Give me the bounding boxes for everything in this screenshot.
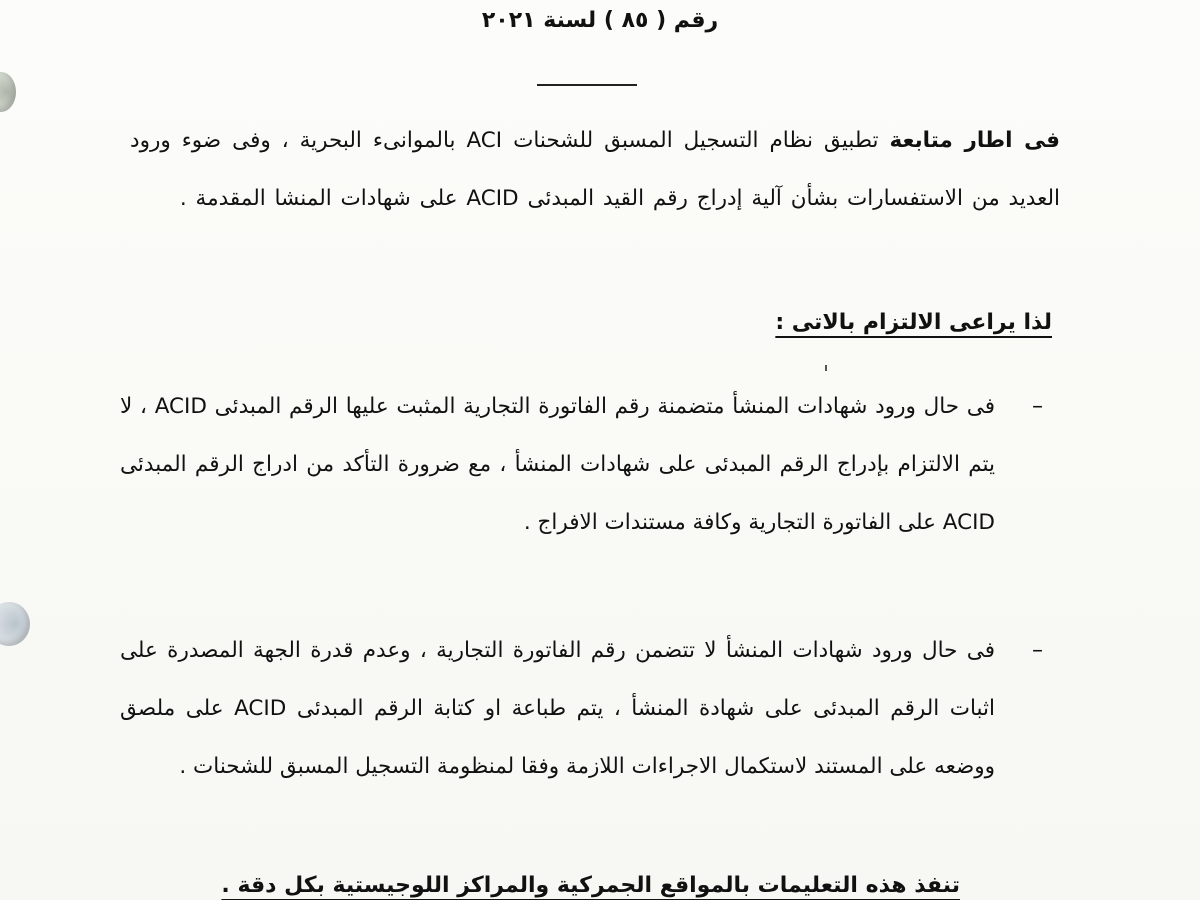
list-item [120, 622, 1043, 796]
closing-instruction: تنفذ هذه التعليمات بالمواقع الجمركية والمراكز اللوجيستية بكل دقة . [221, 873, 960, 898]
punch-hole-top [0, 72, 16, 112]
heading-divider [537, 84, 637, 86]
bullet-dash-icon: – [1032, 638, 1043, 663]
list-item-text: فى حال ورود شهادات المنشأ لا تتضمن رقم الفاتورة التجارية ، وعدم قدرة الجهة المصدرة على اثبات الرقم المبدئى على شهادة المنشأ ، يتم طباعة او كتابة الرقم المبدئى ACID على ملصق ووضعه على المستند لاستكمال الاجراءات اللازمة وفقا لمنظومة التسجيل المسبق للشحنات . [120, 638, 995, 779]
intro-lead: فى اطار متابعة [889, 128, 1061, 153]
section-title: لذا يراعى الالتزام بالاتى : [775, 310, 1052, 335]
list-item-text: فى حال ورود شهادات المنشأ متضمنة رقم الفاتورة التجارية المثبت عليها الرقم المبدئى ACID ، لا يتم الالتزام بإدراج الرقم المبدئى على شهادات المنشأ ، مع ضرورة التأكد من ادراج الرقم المبدئى ACID على الفاتورة التجارية وكافة مستندات الافراج . [120, 394, 995, 535]
decree-number: رقم ( ٨٥ ) لسنة ٢٠٢١ [481, 8, 719, 33]
intro-text: تطبيق نظام التسجيل المسبق للشحنات ACI بالموانىء البحرية ، وفى ضوء ورود العديد من الاستفسارات بشأن آلية إدراج رقم القيد المبدئى ACID على شهادات المنشا المقدمة . [130, 128, 1060, 211]
list-item [120, 378, 1043, 552]
small-scan-mark [825, 365, 827, 371]
punch-hole-middle [0, 602, 30, 646]
bullet-dash-icon: – [1032, 394, 1043, 419]
intro-paragraph [130, 112, 1060, 228]
